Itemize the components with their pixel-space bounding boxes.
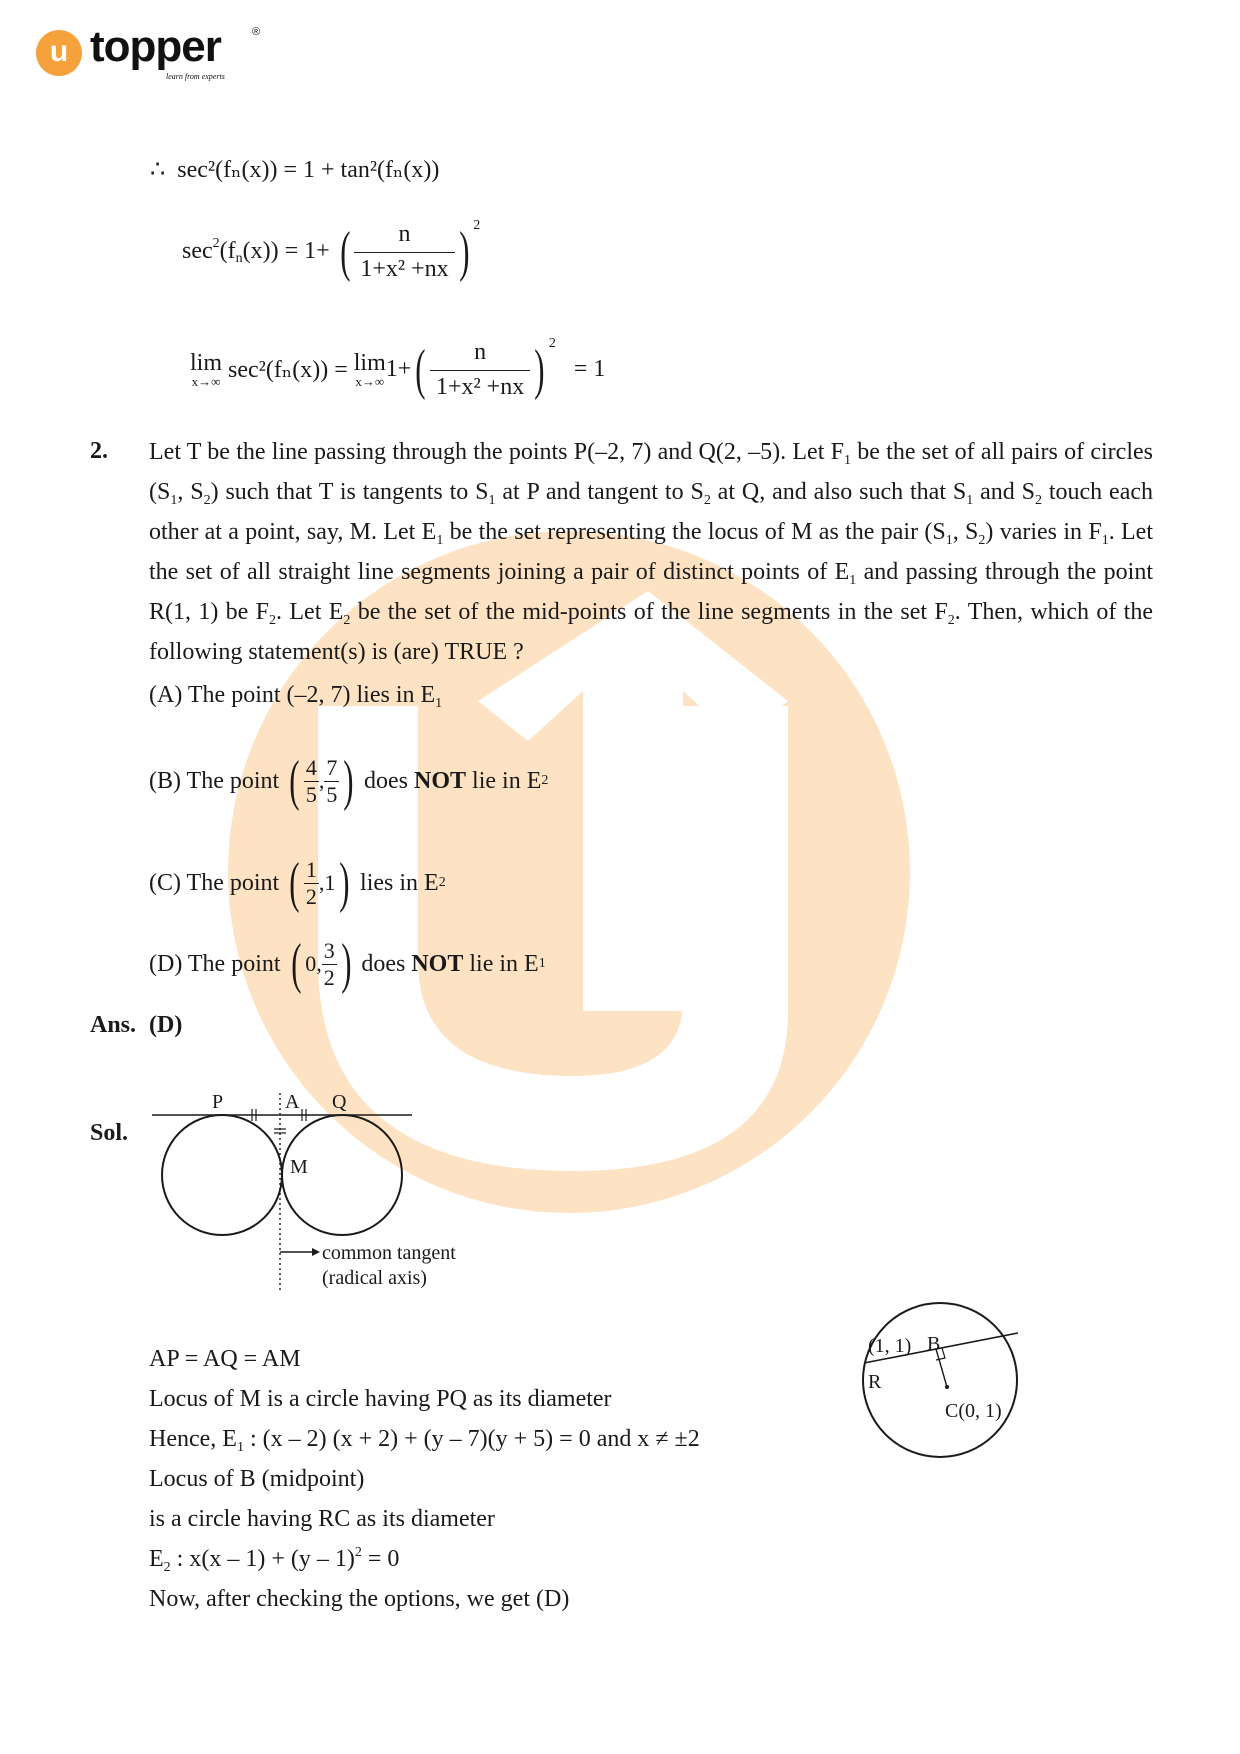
sol-line-7: Now, after checking the options, we get (D) xyxy=(149,1586,570,1612)
equation-sec-tan xyxy=(150,155,439,184)
note-radical-axis: (radical axis) xyxy=(322,1267,427,1289)
option-b-frac2 xyxy=(324,754,339,807)
eq3-numerator: n xyxy=(430,340,530,371)
sol-line-2: Locus of M is a circle having PQ as its diameter xyxy=(149,1386,612,1412)
option-a-text: (A) The point (–2, 7) lies in E xyxy=(149,682,436,708)
equation-limit: lim x→∞ sec²(fₙ(x)) = lim x→∞ 1+( $\frac{n}{\text{1+x² +nx}}$ ) $^2$ = 1 xyxy=(190,336,606,401)
question-text: Let T be the line passing through the points P(–2, 7) and Q(2, –5). Let $F_1$ be the set of all pairs of circles ($S_1$, $S_2$) such that T is tangents to $S_1$ at P and tangent to $S_2$ at Q, and also such that $S_1$ and $S_2$ touch each other at a point, say, M. Let $E_1$ be the set representing the locus of M as the pair ($S_1$, $S_2$) varies in $F_1$. Let the set of all straight line segments joining a pair of distinct points of $E_1$ and passing through the point R(1, 1) be $F_2$. Let $E_2$ be the set of the mid-points of the line segments in the set $F_2$. Then, which of the following statement(s) is (are) TRUE ? xyxy=(149,439,1154,665)
option-d-den1: 2 xyxy=(323,964,335,990)
circle-e2 xyxy=(863,1303,1017,1457)
limit-one xyxy=(190,351,222,388)
eq2-lhs-sub: n xyxy=(235,251,243,267)
option-d-frac1 xyxy=(322,937,337,990)
option-c-num1: 1 xyxy=(305,856,317,882)
option-c-den1: 2 xyxy=(305,883,317,909)
label-a: A xyxy=(285,1091,300,1113)
limit-two-under: x→∞ xyxy=(355,374,385,389)
eq2-numerator: n xyxy=(354,222,454,253)
option-c: (C) The point ( $\frac{1}{2}$ ,1 ) lies in E 2 xyxy=(149,852,446,914)
note-common-tangent: common tangent xyxy=(322,1242,456,1264)
sol-line-6-c: = 0 xyxy=(361,1546,400,1572)
option-b-num2: 7 xyxy=(326,754,338,780)
tangent-circles-figure xyxy=(140,1085,500,1300)
sol-line-4: Locus of B (midpoint) xyxy=(149,1466,365,1492)
label-r: R xyxy=(868,1371,882,1393)
logo-tagline: learn from experts xyxy=(166,72,225,81)
eq3-power: 2 xyxy=(548,336,556,352)
option-d-num1: 3 xyxy=(323,937,335,963)
eq3-result: = 1 xyxy=(573,356,606,382)
circle-s1 xyxy=(162,1115,282,1235)
midpoint-circle-figure xyxy=(850,1295,1030,1465)
eq2-denominator: 1+x² +nx xyxy=(360,256,449,282)
answer-value: (D) xyxy=(149,1012,183,1038)
option-d-post: lie in E xyxy=(469,950,539,977)
option-b-mid: does xyxy=(364,767,409,794)
eq2-lhs-power: 2 xyxy=(212,236,220,252)
label-m: M xyxy=(290,1156,308,1178)
eq2-fraction xyxy=(354,222,454,281)
option-b-den2: 5 xyxy=(326,781,338,807)
option-b-post: lie in E xyxy=(472,767,542,794)
question-number: 2. xyxy=(90,438,108,464)
label-p: P xyxy=(212,1091,224,1113)
option-a xyxy=(149,682,442,709)
limit-two xyxy=(354,351,386,388)
option-d: (D) The point ( 0, $\frac{3}{2}$ ) does NOT lie in E 1 xyxy=(149,933,546,995)
brand-logo xyxy=(36,22,261,84)
eq2-lhs-rest: (f xyxy=(219,238,236,264)
option-c-frac1 xyxy=(304,856,319,909)
center-dot xyxy=(945,1385,949,1389)
sol-line-1: AP = AQ = AM xyxy=(149,1346,301,1372)
sol-line-3-a: Hence, E xyxy=(149,1426,237,1452)
option-d-bold: NOT xyxy=(411,950,464,977)
option-c-post: lies in E xyxy=(360,869,439,896)
option-c-prefix: (C) The point xyxy=(149,869,280,896)
eq3-middle: sec²(fₙ(x)) = xyxy=(228,357,348,383)
logo-letter: u xyxy=(49,35,69,68)
eq2-power: 2 xyxy=(473,218,481,234)
logo-registered: ® xyxy=(252,26,261,38)
limit-two-text: lim xyxy=(353,350,386,376)
label-q: Q xyxy=(332,1091,347,1113)
sol-line-3-sub: 1 xyxy=(236,1440,244,1455)
label-b: B xyxy=(927,1333,941,1355)
sol-line-5: is a circle having RC as its diameter xyxy=(149,1506,495,1532)
sol-line-6-b: : x(x – 1) + (y – 1) xyxy=(170,1546,355,1572)
answer-label: Ans. xyxy=(90,1012,137,1038)
equation-text: sec²(fₙ(x)) = 1 + tan²(fₙ(x)) xyxy=(177,157,440,183)
sol-line-6 xyxy=(149,1544,399,1574)
option-a-sub: 1 xyxy=(435,696,443,711)
sol-line-6-sup: 2 xyxy=(354,1545,362,1560)
option-b: (B) The point ( $\frac{4}{5}$ , $\frac{7}{5}$ ) does NOT lie in E 2 xyxy=(149,750,549,812)
sol-line-3 xyxy=(149,1424,700,1454)
solution-label: Sol. xyxy=(90,1120,129,1146)
sol-line-6-a: E xyxy=(149,1546,164,1572)
eq2-lhs-end: (x)) = 1+ xyxy=(242,238,330,264)
option-d-before: 0, xyxy=(305,951,322,976)
logo-circle-icon xyxy=(36,30,82,76)
limit-one-under: x→∞ xyxy=(191,374,221,389)
arrow-head-icon xyxy=(312,1248,320,1256)
sol-line-3-b: : (x – 2) (x + 2) + (y – 7)(y + 5) = 0 and x ≠ ±2 xyxy=(243,1426,700,1452)
eq3-plus: 1+ xyxy=(385,356,412,382)
label-c: C(0, 1) xyxy=(945,1400,1002,1422)
option-b-num1: 4 xyxy=(305,754,317,780)
option-d-prefix: (D) The point xyxy=(149,950,281,977)
limit-one-text: lim xyxy=(190,350,223,376)
equation-sec-fraction: $\sec^2(f_n(x)) = 1+$ ( $\frac{n}{\text{1+x² +nx}}$ ) $^2$ xyxy=(182,218,481,283)
option-b-frac1 xyxy=(304,754,319,807)
sol-line-6-sub: 2 xyxy=(163,1560,171,1575)
option-b-bold: NOT xyxy=(414,767,467,794)
option-b-den1: 5 xyxy=(305,781,317,807)
option-d-mid: does xyxy=(361,950,406,977)
logo-wordmark: topper xyxy=(90,22,221,71)
eq3-denominator: 1+x² +nx xyxy=(435,374,525,400)
option-c-after: ,1 xyxy=(318,870,336,895)
eq3-fraction xyxy=(430,340,530,399)
label-point-11: (1, 1) xyxy=(868,1335,912,1357)
eq2-lhs: sec xyxy=(182,238,213,264)
option-b-prefix: (B) The point xyxy=(149,767,280,794)
therefore-symbol: ∴ xyxy=(150,157,166,183)
